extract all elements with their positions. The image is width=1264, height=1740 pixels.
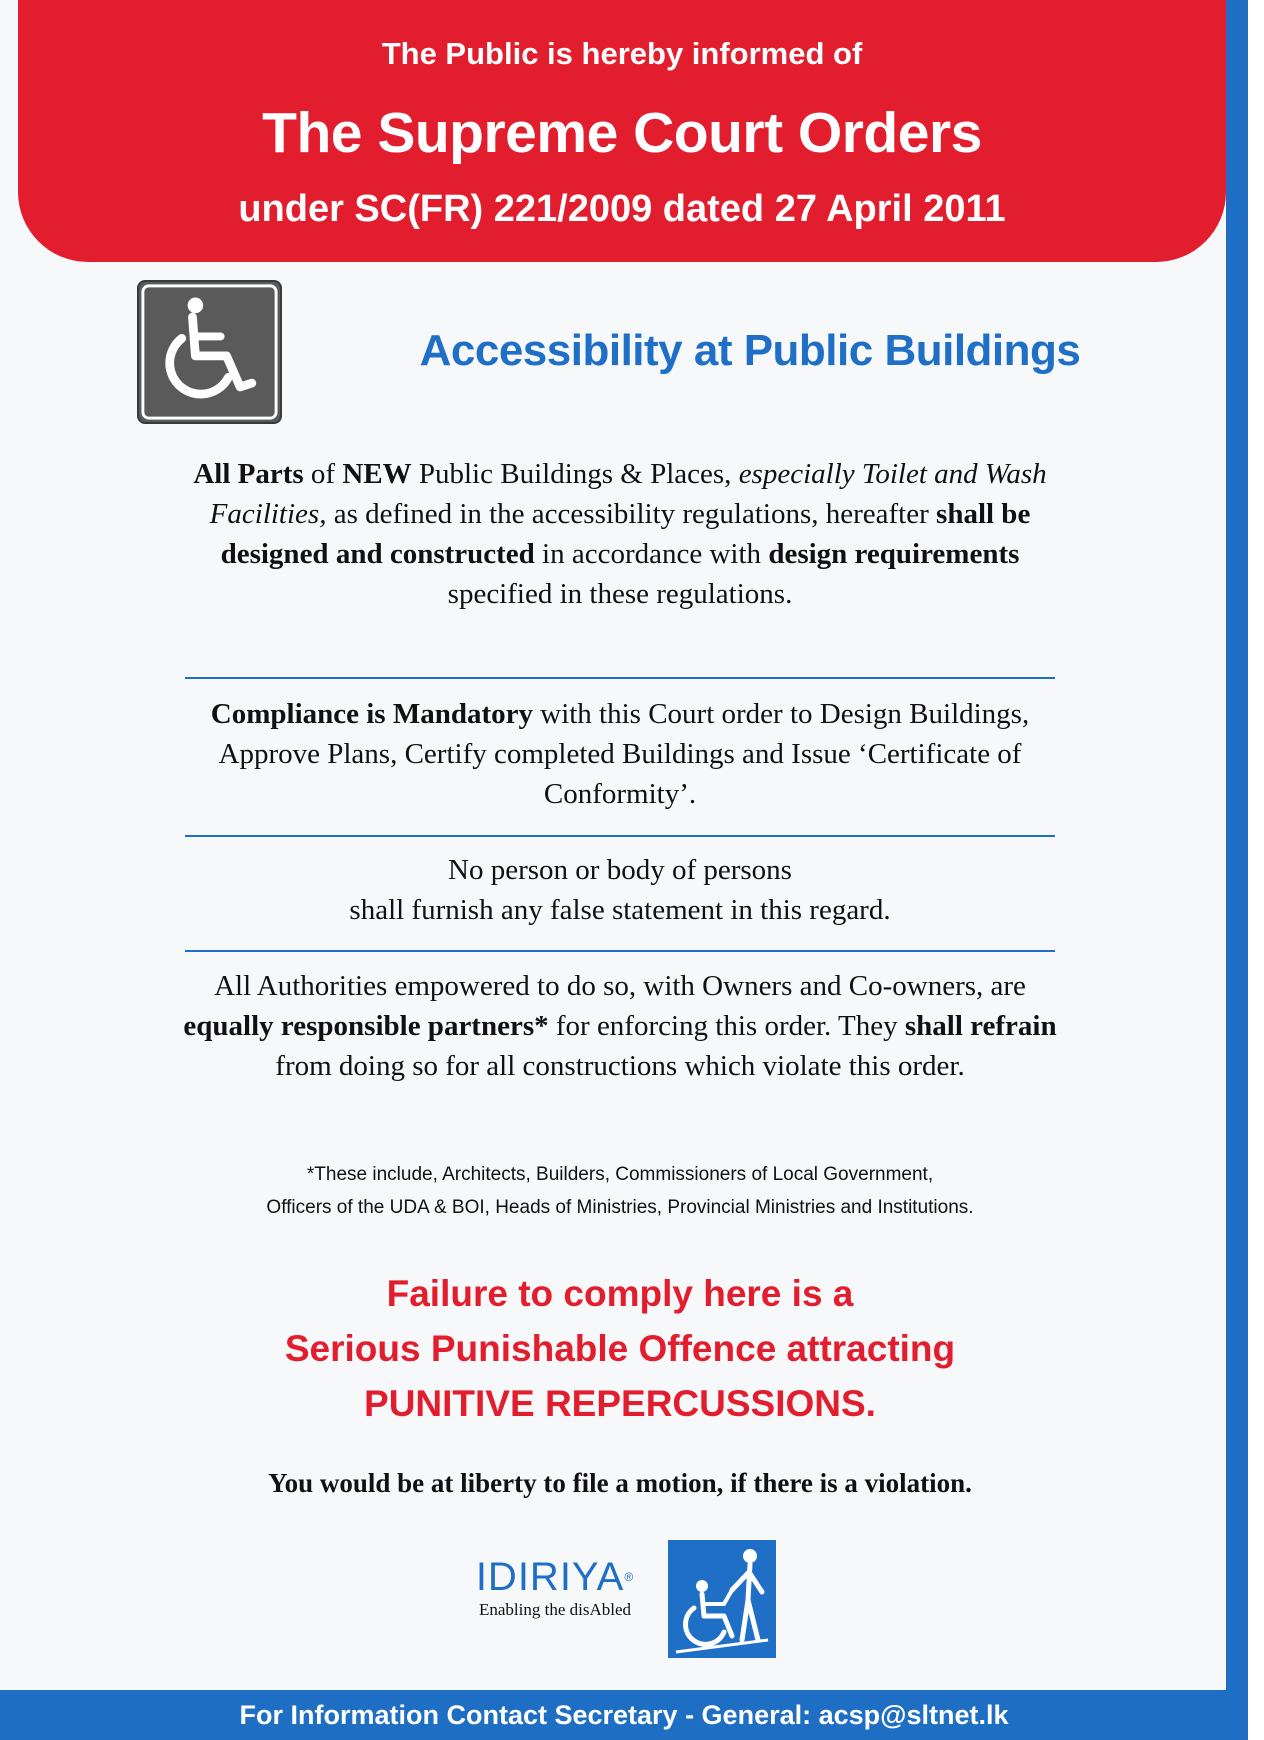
- text-compliance-detail: with this Court order to Design Buildings, Approve Plans, Certify completed Buildings and Issue ‘Certificate of Conformity’.: [218, 698, 1030, 810]
- text-enforcing: for enforcing this order. They: [548, 1010, 905, 1042]
- warning-line2: Serious Punishable Offence attracting: [284, 1328, 956, 1369]
- footer-contact-bar: For Information Contact Secretary - General: acsp@sltnet.lk: [0, 1690, 1248, 1740]
- footnote-line2: Officers of the UDA & BOI, Heads of Ministries, Provincial Ministries and Institutions.: [266, 1197, 974, 1218]
- text-new: NEW: [342, 458, 412, 490]
- wheelchair-helper-icon: [668, 1540, 776, 1658]
- header-intro: The Public is hereby informed of: [381, 36, 863, 71]
- accessibility-requirements-paragraph: [170, 454, 1070, 614]
- liberty-statement: [120, 1468, 1120, 1499]
- divider: [185, 835, 1055, 837]
- idiriya-logo: [440, 1555, 670, 1621]
- text-in-accordance: in accordance with: [534, 538, 769, 570]
- header-title: The Supreme Court Orders: [262, 101, 982, 165]
- text-file-motion: to file a motion, if there is a violation.: [536, 1468, 972, 1498]
- footnote: [150, 1158, 1090, 1224]
- section-title: Accessibility at Public Buildings: [419, 326, 1081, 375]
- logo-tagline: Enabling the disAbled: [478, 1600, 632, 1619]
- false-statement-line1: No person or body of persons: [448, 854, 792, 886]
- divider: [185, 950, 1055, 952]
- text-shall-refrain: shall refrain: [904, 1010, 1057, 1042]
- text-authorities: All Authorities empowered to do so, with Owners and Co-owners, are: [214, 970, 1026, 1002]
- logo-name-text: IDIRIYA: [475, 1555, 625, 1599]
- text-toilet-facilities: especially Toilet and Wash Facilities,: [209, 458, 1047, 530]
- text-of: of: [303, 458, 343, 490]
- logo-name: [440, 1555, 670, 1599]
- header-reference: under SC(FR) 221/2009 dated 27 April 2011: [238, 188, 1006, 230]
- warning-text: [120, 1266, 1120, 1431]
- text-at-liberty: at liberty: [430, 1468, 537, 1498]
- false-statement-paragraph: [170, 850, 1070, 930]
- text-you-would-be: You would be: [268, 1468, 431, 1498]
- text-compliance-mandatory: Compliance is Mandatory: [210, 698, 533, 730]
- text-shall-be-designed: shall be designed and constructed: [220, 498, 1031, 570]
- paper-edge: [1248, 0, 1264, 1740]
- text-design-requirements: design requirements: [768, 538, 1020, 570]
- warning-line1: Failure to comply here is a: [386, 1273, 854, 1314]
- text-all-parts: All Parts: [193, 458, 304, 490]
- authorities-paragraph: [170, 966, 1070, 1086]
- false-statement-line2: shall furnish any false statement in this regard.: [349, 894, 891, 926]
- wheelchair-helper-svg: [668, 1540, 776, 1658]
- divider: [185, 677, 1055, 679]
- text-equally-responsible: equally responsible partners*: [183, 1010, 549, 1042]
- footnote-line1: *These include, Architects, Builders, Commissioners of Local Government,: [306, 1164, 934, 1185]
- text-public-buildings: Public Buildings & Places,: [411, 458, 739, 490]
- page-border-right: [1226, 0, 1248, 1740]
- compliance-paragraph: [170, 694, 1070, 814]
- wheelchair-accessibility-svg: [139, 282, 280, 422]
- text-specified: specified in these regulations.: [447, 578, 793, 610]
- text-defined: as defined in the accessibility regulations, hereafter: [326, 498, 937, 530]
- text-violate: from doing so for all constructions which violate this order.: [275, 1050, 965, 1082]
- warning-line3: PUNITIVE REPERCUSSIONS.: [364, 1383, 876, 1424]
- header-banner: [18, 0, 1226, 262]
- registered-mark: ®: [624, 1570, 635, 1584]
- wheelchair-accessibility-icon: [137, 280, 282, 424]
